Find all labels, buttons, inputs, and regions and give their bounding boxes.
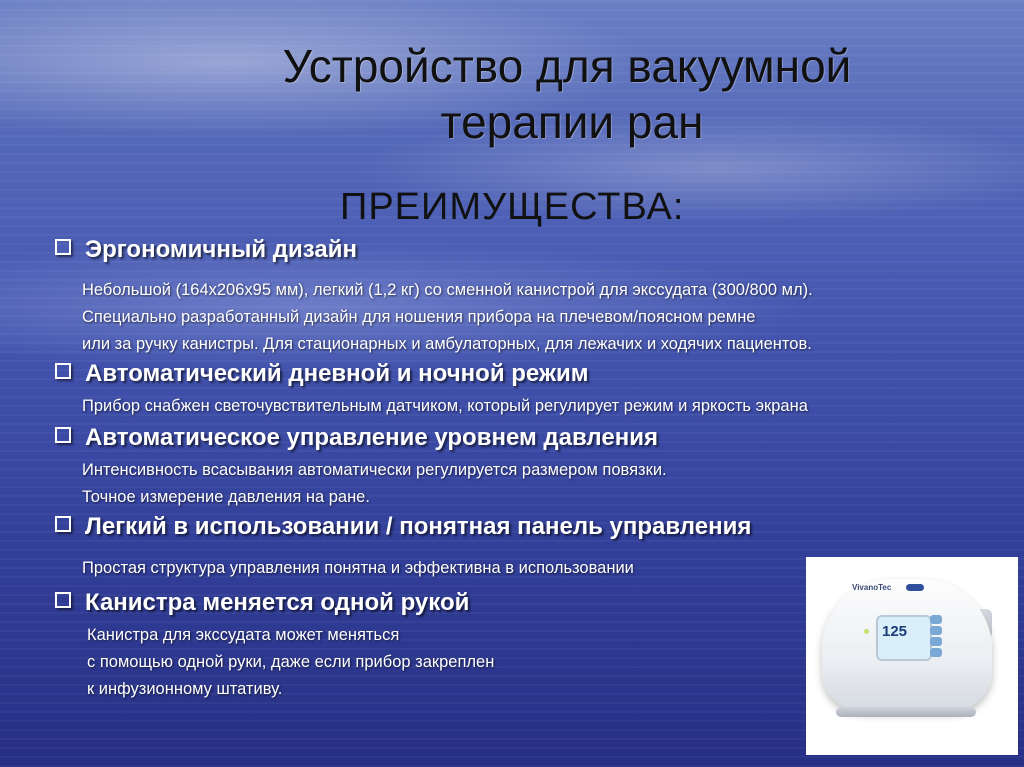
bullet-heading-pressure (55, 424, 658, 452)
description-line: Прибор снабжен светочувствительным датчиком, который регулирует режим и яркость экрана (82, 397, 808, 415)
description-line: или за ручку канистры. Для стационарных и амбулаторных, для лежачих и ходячих пациентов. (82, 335, 812, 353)
description-line: с помощью одной руки, даже если прибор закреплен (87, 653, 495, 671)
bullet-description-pressure (82, 457, 667, 511)
description-line: Точное измерение давления на ране. (82, 488, 370, 506)
title-line-1: Устройство для вакуумной (282, 40, 852, 92)
bullet-heading-day-night (55, 360, 588, 388)
bullet-description-easy-use (82, 555, 634, 582)
device-logo-icon (906, 584, 924, 591)
device-led-icon (864, 629, 869, 634)
description-line: Канистра для экссудата может меняться (87, 626, 400, 644)
bullet-heading-text: Эргономичный дизайн (85, 236, 357, 263)
bullet-description-canister (87, 622, 494, 703)
slide-title (0, 38, 1024, 150)
bullet-heading-canister (55, 589, 469, 617)
device-image (806, 557, 1018, 755)
bullet-heading-text: Легкий в использовании / понятная панель управления (85, 513, 752, 540)
device-base (836, 707, 976, 717)
device-screen (876, 615, 932, 661)
description-line: к инфузионному штативу. (87, 680, 283, 698)
description-line: Небольшой (164x206x95 мм), легкий (1,2 кг) со сменной канистрой для экссудата (300/800 мл). (82, 281, 813, 299)
checkbox-bullet-icon (55, 516, 71, 532)
bullet-heading-ergonomic (55, 236, 357, 264)
checkbox-bullet-icon (55, 427, 71, 443)
bullet-description-day-night (82, 393, 808, 420)
description-line: Простая структура управления понятна и эффективна в использовании (82, 559, 634, 577)
description-line: Специально разработанный дизайн для ношения прибора на плечевом/поясном ремне (82, 308, 756, 326)
checkbox-bullet-icon (55, 363, 71, 379)
device-screen-value: 125 (882, 623, 908, 640)
title-line-2: терапии ран (440, 96, 704, 148)
device-keys (930, 615, 944, 659)
bullet-description-ergonomic (82, 277, 813, 358)
description-line: Интенсивность всасывания автоматически регулируется размером повязки. (82, 461, 667, 479)
bullet-heading-text: Автоматическое управление уровнем давления (85, 424, 658, 451)
device-brand-label: VivanoTec (852, 583, 892, 592)
checkbox-bullet-icon (55, 239, 71, 255)
checkbox-bullet-icon (55, 592, 71, 608)
bullet-heading-text: Автоматический дневной и ночной режим (85, 360, 589, 387)
section-subtitle: ПРЕИМУЩЕСТВА: (340, 186, 685, 228)
bullet-heading-easy-use (55, 513, 751, 541)
bullet-heading-text: Канистра меняется одной рукой (85, 589, 470, 616)
